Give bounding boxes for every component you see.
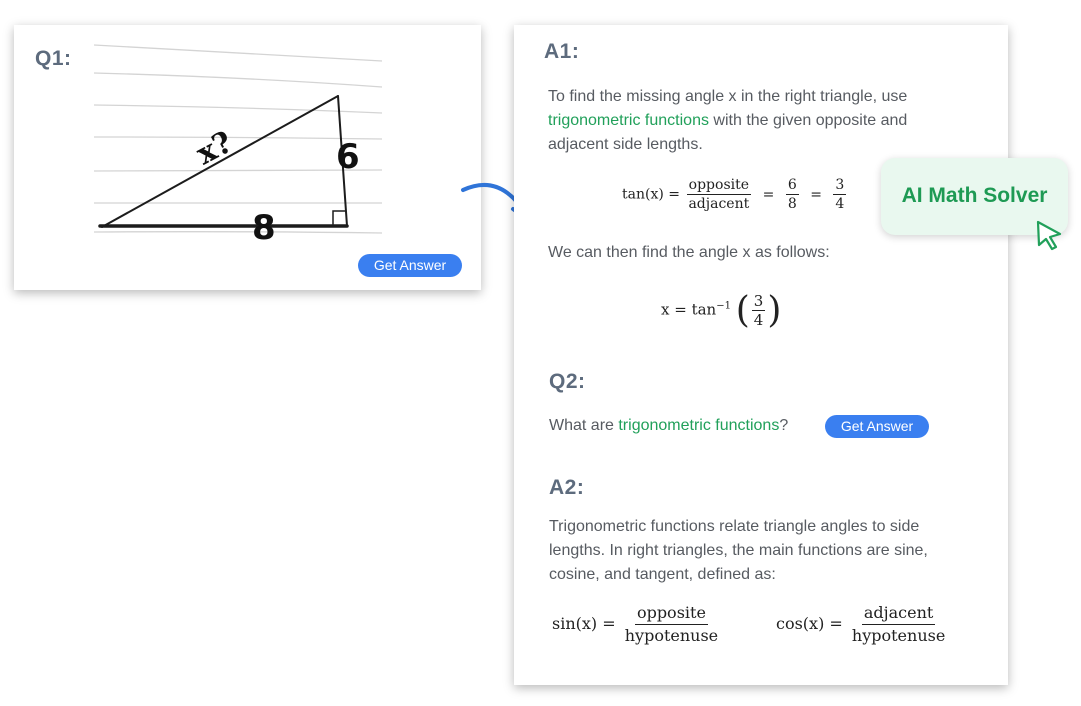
inverse-exponent: −1 — [716, 300, 731, 312]
get-answer-button[interactable]: Get Answer — [358, 254, 462, 277]
opposite-over-adjacent — [686, 177, 751, 212]
a1-text-post: with the given opposite and adjacent side lengths. — [548, 112, 908, 153]
six-over-eight — [786, 177, 799, 212]
q2-text-pre: What are — [549, 417, 619, 434]
a1-explanation — [548, 85, 968, 157]
frac-num: adjacent — [862, 603, 935, 625]
tangent-equation — [622, 177, 848, 212]
three-over-four — [833, 177, 846, 212]
frac-num: 3 — [753, 292, 764, 310]
trig-functions-link[interactable]: trigonometric functions — [548, 112, 709, 129]
a2-explanation: Trigonometric functions relate triangle angles to side lengths. In right triangles, the main functions are sine, cosine, and tangent, defined as: — [549, 518, 928, 583]
cos-lhs: cos(x) = — [776, 614, 843, 633]
cosine-equation — [776, 603, 949, 646]
left-paren: ( — [735, 290, 750, 331]
get-answer-button-2[interactable]: Get Answer — [825, 415, 929, 438]
arctan-equation — [661, 290, 781, 331]
frac-den: 4 — [835, 196, 845, 212]
three-over-four-paren — [752, 293, 766, 328]
frac-den: adjacent — [688, 196, 750, 212]
sketch-labels — [191, 125, 360, 248]
a1-heading: A1: — [544, 40, 580, 63]
angle-x-label: x? — [190, 124, 239, 173]
side-6-label: 6 — [336, 137, 360, 177]
a2-heading: A2: — [549, 476, 585, 499]
q2-heading: Q2: — [549, 370, 586, 393]
arctan-lhs: x = tan — [661, 300, 717, 319]
q1-heading: Q1: — [35, 47, 72, 70]
frac-num: opposite — [635, 603, 708, 625]
side-8-label: 8 — [252, 208, 276, 248]
handwritten-triangle-image — [14, 25, 481, 290]
tan-lhs: tan(x) = — [622, 186, 680, 203]
frac-den: hypotenuse — [624, 626, 719, 645]
q2-text-post: ? — [779, 417, 789, 434]
equals-sign: = — [810, 186, 822, 203]
question-1-card — [14, 25, 481, 290]
frac-den: 8 — [787, 196, 797, 212]
sine-equation — [552, 603, 722, 646]
answer-card — [514, 25, 1008, 685]
cursor-pointer-icon — [1033, 218, 1067, 252]
opposite-over-hypotenuse — [623, 603, 720, 646]
trig-functions-link-2[interactable]: trigonometric functions — [618, 417, 780, 434]
a1-follow-text: We can then find the angle x as follows: — [548, 244, 830, 261]
ai-math-solver-label: AI Math Solver — [901, 184, 1048, 207]
frac-den: 4 — [753, 311, 764, 329]
frac-num: 3 — [835, 177, 845, 193]
q2-question — [549, 414, 788, 438]
sin-lhs: sin(x) = — [552, 614, 616, 633]
equals-sign: = — [762, 186, 775, 203]
a1-text-pre: To find the missing angle x in the right triangle, use — [548, 88, 908, 105]
adjacent-over-hypotenuse — [850, 603, 947, 646]
frac-den: hypotenuse — [851, 626, 946, 645]
frac-num: opposite — [688, 177, 750, 193]
frac-num: 6 — [787, 177, 797, 193]
right-paren: ) — [767, 290, 782, 331]
